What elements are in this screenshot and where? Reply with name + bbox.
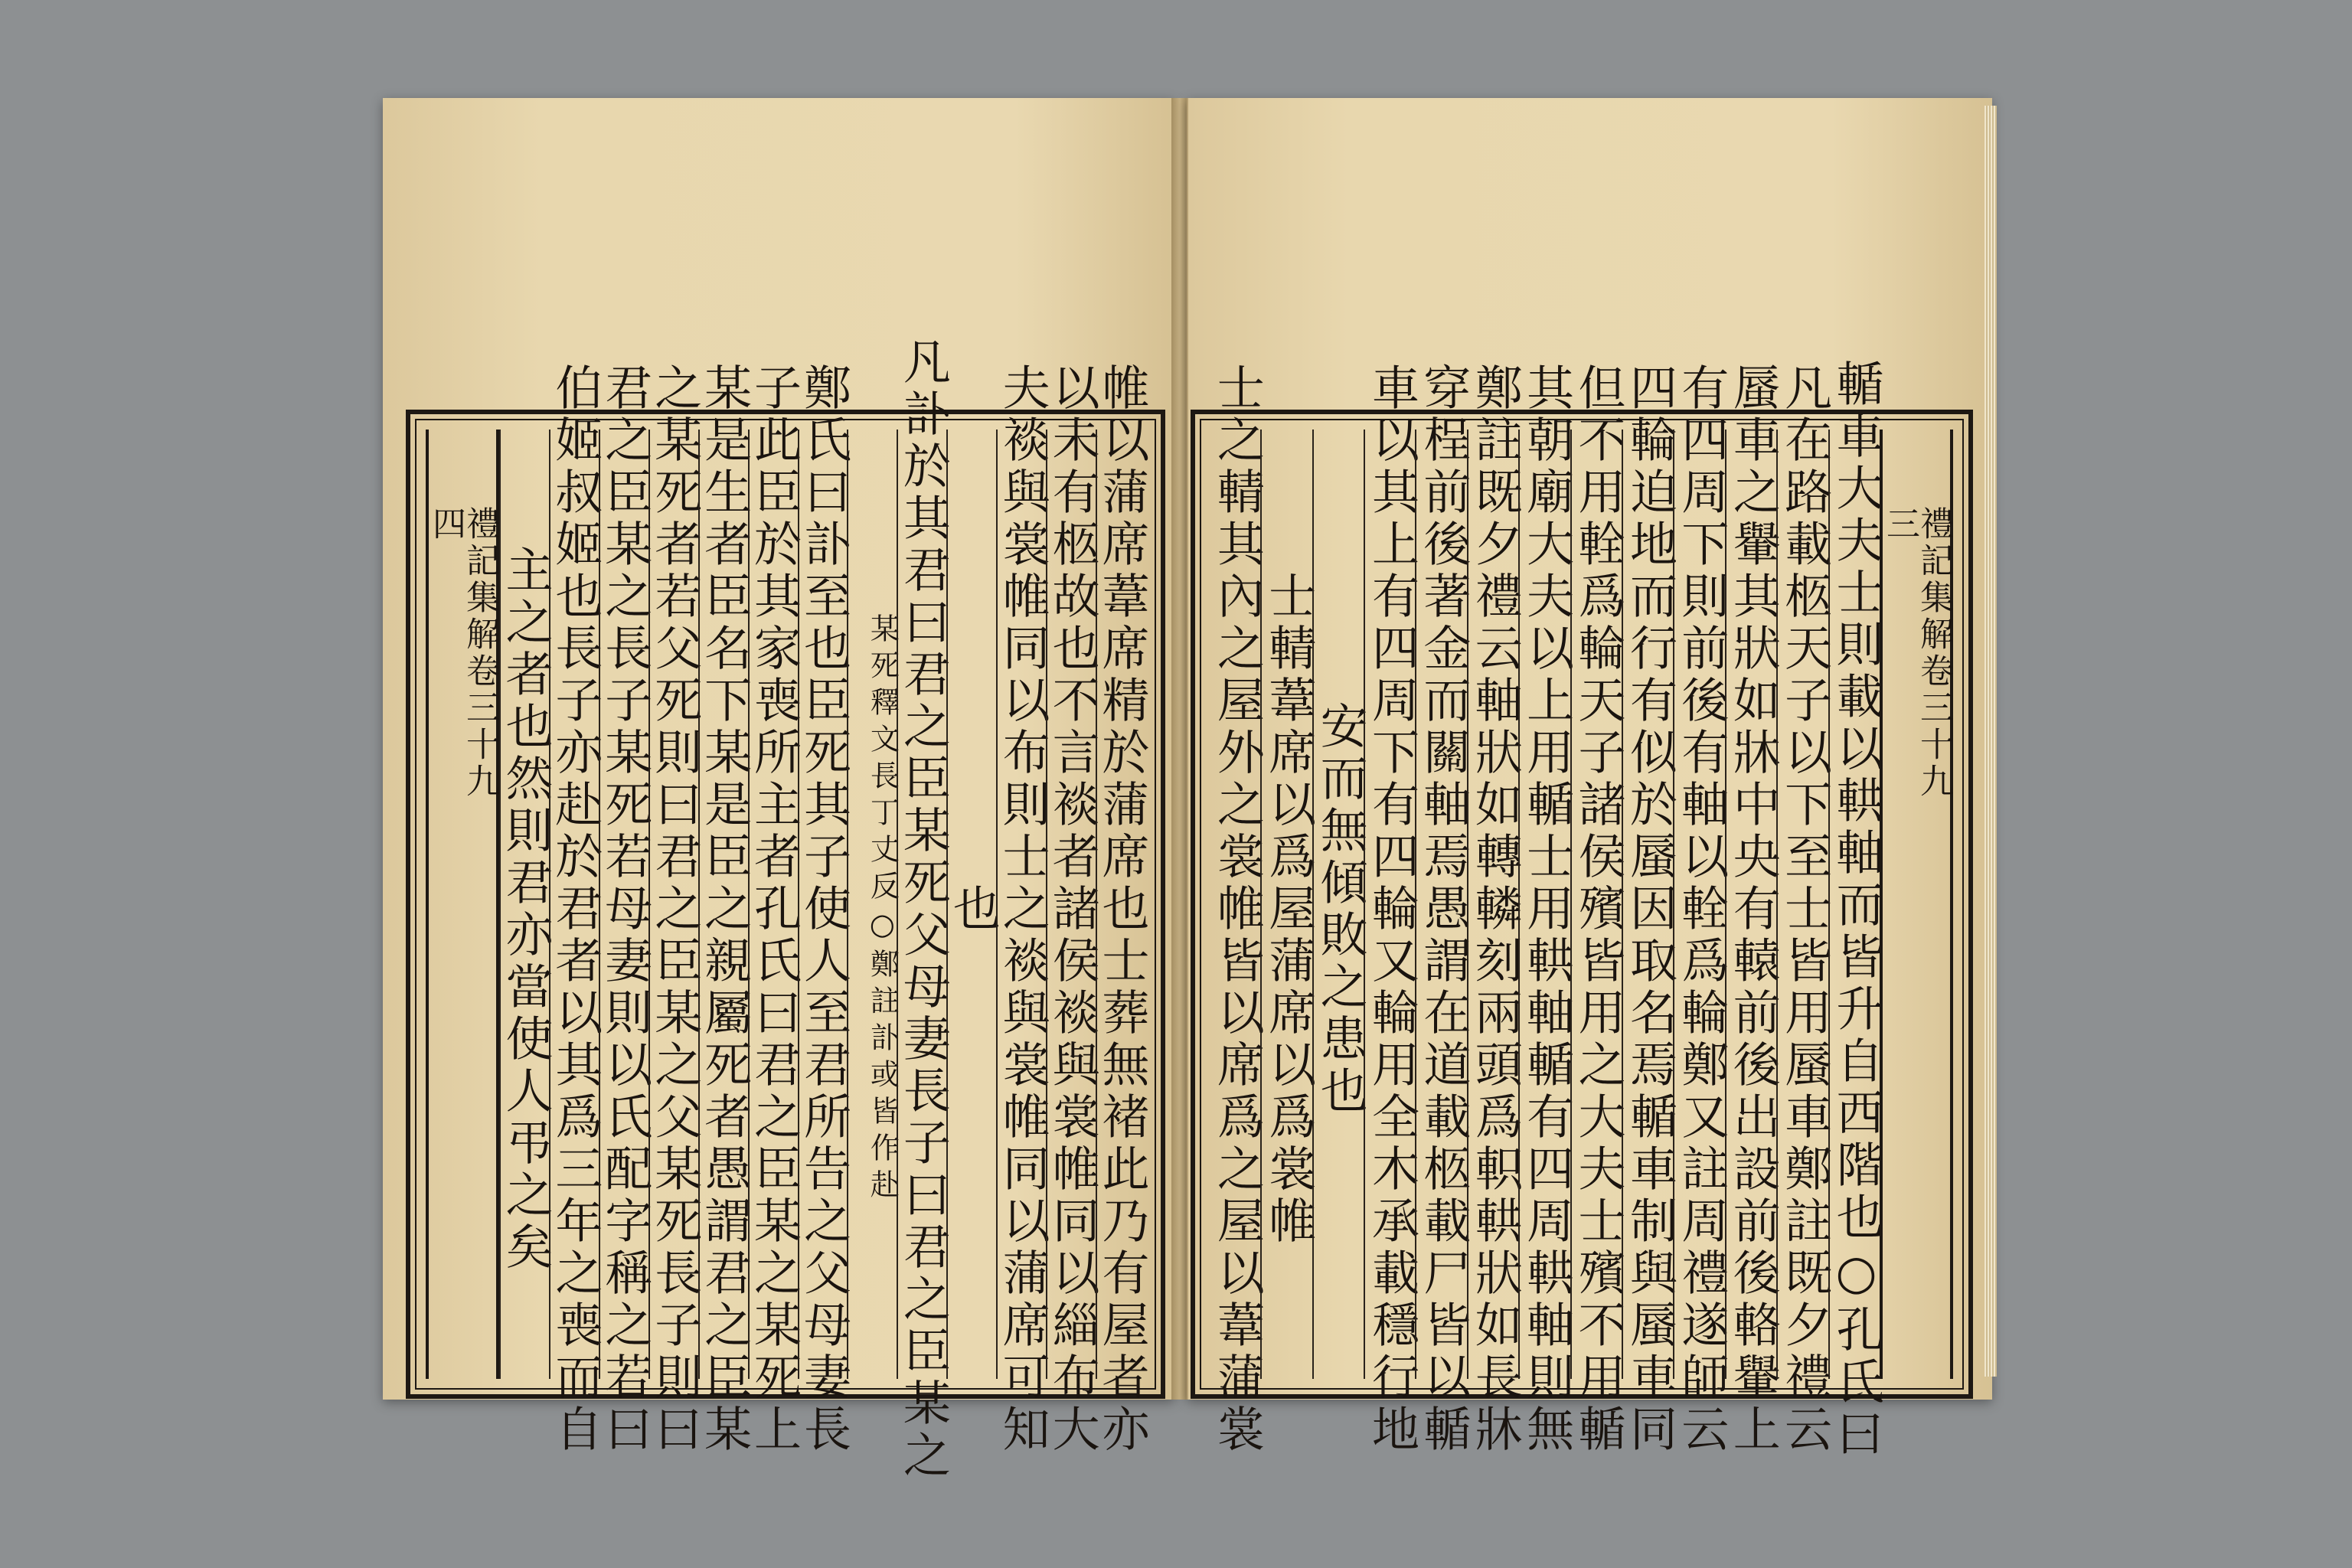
- text-column: 凡訃於其君曰君之臣某死父母妻長子曰君之臣某之: [895, 337, 952, 1482]
- text-column: 蜃車之轝其狀如牀中央有轅前後出設前後輅轝上: [1725, 363, 1782, 1456]
- text-column: 子此臣於其家喪所主者孔氏曰君之臣某之某死上: [746, 363, 802, 1456]
- text-column: 君之臣某之長子某死若母妻則以氏配字稱之若曰: [596, 363, 653, 1456]
- page-number: 四: [426, 506, 466, 543]
- book-gutter: [1171, 98, 1188, 1400]
- text-column: 也: [946, 430, 996, 1379]
- banxin-strip: [1880, 430, 1953, 1379]
- text-column: 鄭註既夕禮云軸狀如轉轔刻兩頭爲軹輁狀如長牀: [1467, 363, 1524, 1456]
- text-column: 有四周下則前後有軸以輇爲輪鄭又註周禮遂師云: [1673, 363, 1730, 1456]
- banxin-title: 禮記集解卷三十九: [1914, 506, 1953, 800]
- text-column: 輴車大夫士則載以輁軸而皆升自西階也○孔氏曰: [1828, 358, 1884, 1461]
- text-column: 車以其上有四周下有四輪又輪用全木承載穩行地: [1364, 363, 1420, 1456]
- banxin-title: 禮記集解卷三十九: [460, 506, 500, 800]
- page-edges: [1984, 106, 1997, 1377]
- text-column: 四輪迫地而行有似於蜃因取名焉輴車制與蜃車同: [1622, 363, 1678, 1456]
- page-number: 三: [1880, 506, 1919, 543]
- banxin-strip: [426, 430, 499, 1379]
- text-column: 夫裧與裳帷同以布則士之裧與裳帷同以蒲席可知: [995, 363, 1051, 1456]
- left-text-frame: [406, 337, 1165, 1482]
- text-column: 但不用輇爲輪天子諸侯殯皆用之大夫士殯不用輴: [1570, 363, 1627, 1456]
- text-column: 帷以蒲席葦席精於蒲席也士葬無褚此乃有屋者亦: [1094, 363, 1150, 1456]
- text-column: 凡在路載柩天子以下至士皆用蜃車鄭註既夕禮云: [1776, 363, 1833, 1456]
- right-text-frame: [1191, 358, 1973, 1461]
- text-column: 穿桯前後著金而關軸焉愚謂在道載柩載尸皆以輴: [1415, 363, 1472, 1456]
- text-column: 之某死者若父死則曰君之臣某之父某死長子則曰: [646, 363, 703, 1456]
- commentary-column: 某死釋文長丁丈反○鄭註訃或皆作赴: [847, 430, 897, 1379]
- text-column: 鄭氏曰訃至也臣死其子使人至君所告之父母妻長: [795, 363, 852, 1456]
- text-column: 主之者也然則君亦當使人弔之矣: [499, 430, 549, 1379]
- text-column: 伯姬叔姬也長子亦赴於君者以其爲三年之喪而自: [547, 363, 603, 1456]
- text-column: 其朝廟大夫以上用輴士用輁軸輴有四周輁軸則無: [1518, 363, 1575, 1456]
- text-column: 士輤葦席以爲屋蒲席以爲裳帷: [1260, 430, 1312, 1379]
- text-column: 安而無傾敗之患也: [1312, 430, 1364, 1379]
- text-column: 以未有柩故也不言裧者諸侯裧與裳帷同以緇布大: [1044, 363, 1101, 1456]
- text-column: 士之輤其內之屋外之裳帷皆以席爲之屋以葦蒲裳: [1209, 363, 1266, 1456]
- text-column: 某是生者臣名下某是臣之親屬死者愚謂君之臣某: [696, 363, 753, 1456]
